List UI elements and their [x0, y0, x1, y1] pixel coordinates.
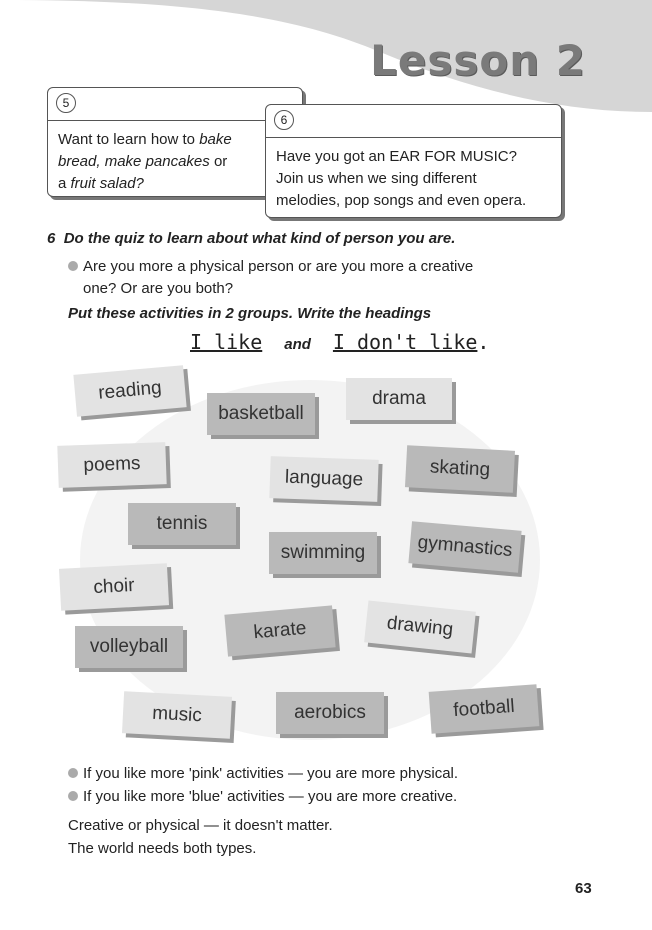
headings-line: I like and I don't like. — [190, 330, 490, 354]
conclusion-line-1: Creative or physical — it doesn't matter. — [68, 817, 333, 834]
ad-box-6 — [265, 104, 562, 218]
activity-card[interactable]: music — [122, 691, 232, 739]
heading-like: I like — [190, 330, 263, 354]
heading-dislike: I don't like — [332, 330, 478, 354]
activity-card[interactable]: drawing — [364, 600, 476, 653]
activity-card[interactable]: skating — [405, 445, 515, 493]
ad-text-6: Have you got an EAR FOR MUSIC? Join us when we sing different melodies, pop songs and even opera. — [276, 148, 527, 209]
activity-card[interactable]: gymnastics — [408, 521, 521, 572]
activity-card[interactable]: volleyball — [75, 626, 183, 668]
activity-card[interactable]: language — [269, 456, 378, 502]
activity-card[interactable]: swimming — [269, 532, 377, 574]
page-number: 63 — [575, 880, 592, 897]
heading-and: and — [284, 336, 311, 353]
bullet-dot — [68, 768, 78, 778]
activity-card[interactable]: football — [429, 684, 540, 733]
activity-card[interactable]: drama — [346, 378, 452, 420]
conclusion-line-2: The world needs both types. — [68, 840, 257, 857]
result-pink: If you like more 'pink' activities — you are more physical. — [68, 763, 458, 785]
task-instruction: 6 Do the quiz to learn about what kind of person you are. — [47, 230, 456, 247]
activity-card[interactable]: poems — [57, 442, 166, 488]
activity-card[interactable]: choir — [59, 563, 169, 611]
lesson-title: Lesson 2 — [370, 36, 586, 85]
activity-card[interactable]: reading — [73, 365, 186, 416]
activity-card[interactable]: karate — [224, 605, 335, 656]
bullet-dot — [68, 791, 78, 801]
ad-number-5: 5 — [56, 93, 76, 113]
quiz-question: Are you more a physical person or are you more a creative one? Or are you both? — [68, 256, 538, 300]
result-blue: If you like more 'blue' activities — you are more creative. — [68, 786, 457, 808]
activity-card[interactable]: tennis — [128, 503, 236, 545]
activity-card[interactable]: aerobics — [276, 692, 384, 734]
activity-card[interactable]: basketball — [207, 393, 315, 435]
ad-number-6: 6 — [274, 110, 294, 130]
bullet-dot — [68, 261, 78, 271]
ad-text-5: Want to learn how to bake bread, make pancakes or a fruit salad? — [58, 131, 232, 192]
grouping-instruction: Put these activities in 2 groups. Write the headings — [68, 305, 432, 322]
